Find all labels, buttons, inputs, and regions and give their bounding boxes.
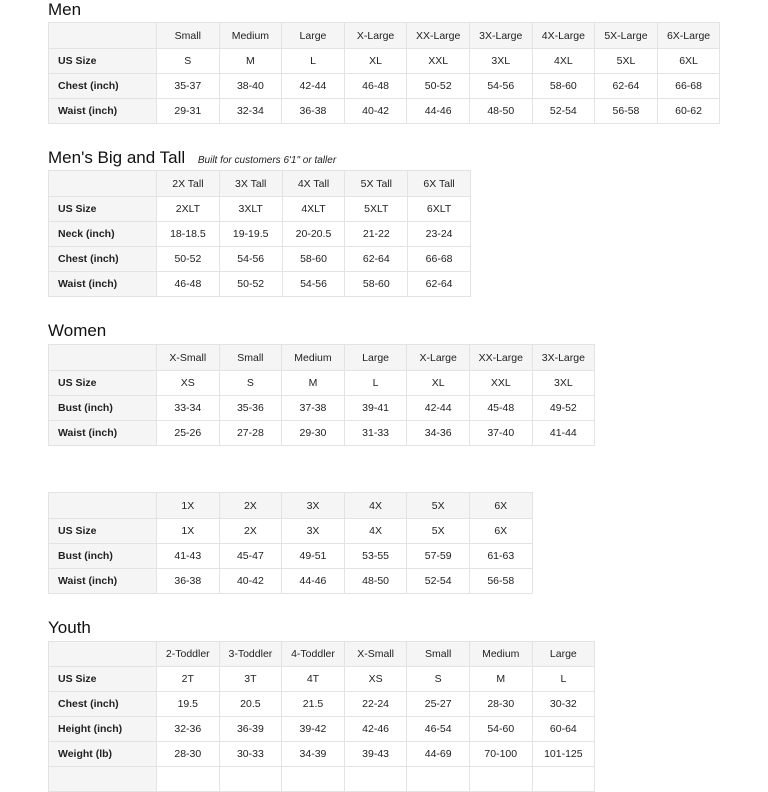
column-header: Medium xyxy=(469,642,532,667)
corner-cell xyxy=(49,345,157,371)
section-title-women xyxy=(48,321,106,341)
table-cell: 49-52 xyxy=(532,396,595,421)
table-cell: 49-51 xyxy=(282,544,345,569)
column-header: 5X Tall xyxy=(345,171,408,197)
column-header: X-Small xyxy=(344,642,407,667)
table-cell: 62-64 xyxy=(408,272,471,297)
table-cell: L xyxy=(282,49,345,74)
table-cell: 40-42 xyxy=(344,99,407,124)
table-cell: 45-47 xyxy=(219,544,282,569)
table-cell: 50-52 xyxy=(407,74,470,99)
table-cell: XXL xyxy=(469,371,532,396)
table-cell: 2XLT xyxy=(157,197,220,222)
table-cell xyxy=(282,767,345,792)
table-cell: 3XL xyxy=(532,371,595,396)
table-cell: 50-52 xyxy=(219,272,282,297)
table-cell: 19-19.5 xyxy=(219,222,282,247)
table-row xyxy=(49,519,533,544)
row-label: US Size xyxy=(49,519,157,544)
section-title-text: Women xyxy=(48,321,107,340)
table-cell: 3X xyxy=(282,519,345,544)
table-cell: 56-58 xyxy=(469,569,532,594)
table-cell: 46-48 xyxy=(344,74,407,99)
column-header: 3X-Large xyxy=(532,345,595,371)
table-cell: 62-64 xyxy=(595,74,658,99)
table-cell: 27-28 xyxy=(219,421,282,446)
table-cell: M xyxy=(282,371,345,396)
table-cell: 66-68 xyxy=(408,247,471,272)
row-label: Chest (inch) xyxy=(49,247,157,272)
table-row xyxy=(49,197,471,222)
column-header: 4X Tall xyxy=(282,171,345,197)
column-header: 4X-Large xyxy=(532,23,595,49)
column-header: Medium xyxy=(282,345,345,371)
header-row xyxy=(49,642,595,667)
table-cell: 18-18.5 xyxy=(157,222,220,247)
table-row xyxy=(49,247,471,272)
table-cell: 29-31 xyxy=(157,99,220,124)
table-row xyxy=(49,272,471,297)
column-header: 2-Toddler xyxy=(157,642,220,667)
table-cell: 44-46 xyxy=(282,569,345,594)
table-cell: 21.5 xyxy=(282,692,345,717)
table-cell: 101-125 xyxy=(532,742,595,767)
table-cell: 23-24 xyxy=(408,222,471,247)
table-cell: 54-56 xyxy=(282,272,345,297)
table-row xyxy=(49,767,595,792)
row-label: Weight (lb) xyxy=(49,742,157,767)
corner-cell xyxy=(49,642,157,667)
table-cell: 58-60 xyxy=(532,74,595,99)
section-title-youth xyxy=(48,618,91,638)
table-cell: 41-43 xyxy=(157,544,220,569)
row-label: US Size xyxy=(49,371,157,396)
table-cell: 35-37 xyxy=(157,74,220,99)
table-cell: S xyxy=(219,371,282,396)
section-title-men xyxy=(48,0,81,20)
table-cell: 48-50 xyxy=(469,99,532,124)
table-cell: 4T xyxy=(282,667,345,692)
column-header: Small xyxy=(157,23,220,49)
table-cell: 60-62 xyxy=(657,99,720,124)
table-cell xyxy=(157,767,220,792)
table-cell: 22-24 xyxy=(344,692,407,717)
table-cell: 20-20.5 xyxy=(282,222,345,247)
table-cell: 38-40 xyxy=(219,74,282,99)
table-cell: 30-32 xyxy=(532,692,595,717)
table-cell: 29-30 xyxy=(282,421,345,446)
table-cell: 25-27 xyxy=(407,692,470,717)
column-header: 4X xyxy=(344,493,407,519)
column-header: 4-Toddler xyxy=(282,642,345,667)
table-cell: 32-34 xyxy=(219,99,282,124)
table-cell: 6XLT xyxy=(408,197,471,222)
table-cell: 36-39 xyxy=(219,717,282,742)
table-cell: 62-64 xyxy=(345,247,408,272)
table-cell: XS xyxy=(344,667,407,692)
table-cell: 34-39 xyxy=(282,742,345,767)
column-header: 6X xyxy=(469,493,532,519)
column-header: 2X Tall xyxy=(157,171,220,197)
section-title-big-and-tall xyxy=(48,148,336,168)
corner-cell xyxy=(49,23,157,49)
table-cell: 28-30 xyxy=(469,692,532,717)
table-cell: 25-26 xyxy=(157,421,220,446)
table-cell: 39-42 xyxy=(282,717,345,742)
table-cell: M xyxy=(219,49,282,74)
table-cell: 40-42 xyxy=(219,569,282,594)
size-table-women xyxy=(48,344,595,446)
table-cell: 54-56 xyxy=(219,247,282,272)
table-cell: 50-52 xyxy=(157,247,220,272)
header-row xyxy=(49,493,533,519)
row-label: US Size xyxy=(49,49,157,74)
table-cell: 3XLT xyxy=(219,197,282,222)
table-cell: 35-36 xyxy=(219,396,282,421)
table-cell: 5XLT xyxy=(345,197,408,222)
table-row xyxy=(49,421,595,446)
table-cell: 36-38 xyxy=(157,569,220,594)
table-cell: XXL xyxy=(407,49,470,74)
table-cell: 5XL xyxy=(595,49,658,74)
row-label: Bust (inch) xyxy=(49,396,157,421)
table-cell: 37-40 xyxy=(469,421,532,446)
column-header: Medium xyxy=(219,23,282,49)
row-label: Height (inch) xyxy=(49,717,157,742)
table-row xyxy=(49,667,595,692)
table-cell: 44-46 xyxy=(407,99,470,124)
row-label: Waist (inch) xyxy=(49,272,157,297)
row-label: Waist (inch) xyxy=(49,421,157,446)
table-cell: 52-54 xyxy=(532,99,595,124)
column-header: XX-Large xyxy=(469,345,532,371)
table-cell xyxy=(407,767,470,792)
section-title-text: Men's Big and Tall xyxy=(48,148,186,167)
column-header: Small xyxy=(219,345,282,371)
size-table-big-and-tall xyxy=(48,170,471,297)
table-cell: 45-48 xyxy=(469,396,532,421)
table-cell: 31-33 xyxy=(344,421,407,446)
table-cell: 61-63 xyxy=(469,544,532,569)
table-cell: 46-48 xyxy=(157,272,220,297)
table-row xyxy=(49,74,720,99)
section-note: Built for customers 6'1" or taller xyxy=(197,155,337,166)
table-cell: 30-33 xyxy=(219,742,282,767)
column-header: 5X xyxy=(407,493,470,519)
table-cell: 19.5 xyxy=(157,692,220,717)
table-cell: 37-38 xyxy=(282,396,345,421)
table-cell: 6X xyxy=(469,519,532,544)
table-cell: 1X xyxy=(157,519,220,544)
corner-cell xyxy=(49,171,157,197)
table-cell: 42-46 xyxy=(344,717,407,742)
column-header: 5X-Large xyxy=(595,23,658,49)
table-cell: M xyxy=(469,667,532,692)
size-table-youth xyxy=(48,641,595,792)
table-cell: 36-38 xyxy=(282,99,345,124)
table-cell xyxy=(532,767,595,792)
column-header: Small xyxy=(407,642,470,667)
corner-cell xyxy=(49,493,157,519)
table-cell: 34-36 xyxy=(407,421,470,446)
row-label xyxy=(49,767,157,792)
table-cell: 5X xyxy=(407,519,470,544)
section-title-text: Youth xyxy=(48,618,91,637)
table-cell xyxy=(469,767,532,792)
table-cell: 39-43 xyxy=(344,742,407,767)
size-table-womens-plus xyxy=(48,492,533,594)
table-cell: 54-60 xyxy=(469,717,532,742)
section-title-text: Men xyxy=(48,0,82,19)
column-header: 2X xyxy=(219,493,282,519)
column-header: X-Small xyxy=(157,345,220,371)
table-cell xyxy=(344,767,407,792)
table-cell: 52-54 xyxy=(407,569,470,594)
table-cell: 6XL xyxy=(657,49,720,74)
table-cell: 44-69 xyxy=(407,742,470,767)
row-label: US Size xyxy=(49,197,157,222)
table-cell: 2T xyxy=(157,667,220,692)
table-cell: 56-58 xyxy=(595,99,658,124)
table-cell: 3XL xyxy=(469,49,532,74)
table-cell: XL xyxy=(407,371,470,396)
table-row xyxy=(49,222,471,247)
table-cell: 28-30 xyxy=(157,742,220,767)
column-header: 6X Tall xyxy=(408,171,471,197)
table-row xyxy=(49,692,595,717)
size-table-men xyxy=(48,22,720,124)
row-label: Chest (inch) xyxy=(49,74,157,99)
table-cell: L xyxy=(344,371,407,396)
table-row xyxy=(49,544,533,569)
table-cell: 39-41 xyxy=(344,396,407,421)
header-row xyxy=(49,171,471,197)
table-row xyxy=(49,742,595,767)
row-label: Chest (inch) xyxy=(49,692,157,717)
table-cell: 4X xyxy=(344,519,407,544)
table-cell: 4XL xyxy=(532,49,595,74)
table-cell: 33-34 xyxy=(157,396,220,421)
table-cell: L xyxy=(532,667,595,692)
table-row xyxy=(49,396,595,421)
table-row xyxy=(49,569,533,594)
table-cell: 54-56 xyxy=(469,74,532,99)
table-cell: 57-59 xyxy=(407,544,470,569)
row-label: Bust (inch) xyxy=(49,544,157,569)
table-cell: 4XLT xyxy=(282,197,345,222)
column-header: X-Large xyxy=(407,345,470,371)
column-header: X-Large xyxy=(344,23,407,49)
table-cell: 32-36 xyxy=(157,717,220,742)
row-label: US Size xyxy=(49,667,157,692)
table-cell: 42-44 xyxy=(407,396,470,421)
column-header: 3X-Large xyxy=(469,23,532,49)
column-header: Large xyxy=(532,642,595,667)
table-cell: S xyxy=(407,667,470,692)
column-header: 3-Toddler xyxy=(219,642,282,667)
column-header: Large xyxy=(344,345,407,371)
table-cell: 60-64 xyxy=(532,717,595,742)
table-cell: XL xyxy=(344,49,407,74)
table-cell: 70-100 xyxy=(469,742,532,767)
table-row xyxy=(49,717,595,742)
row-label: Waist (inch) xyxy=(49,569,157,594)
table-cell: 41-44 xyxy=(532,421,595,446)
table-cell: 66-68 xyxy=(657,74,720,99)
header-row xyxy=(49,23,720,49)
table-cell: 3T xyxy=(219,667,282,692)
table-cell: S xyxy=(157,49,220,74)
table-cell: 58-60 xyxy=(345,272,408,297)
row-label: Neck (inch) xyxy=(49,222,157,247)
table-cell: 58-60 xyxy=(282,247,345,272)
table-cell: 42-44 xyxy=(282,74,345,99)
table-row xyxy=(49,99,720,124)
table-cell: 20.5 xyxy=(219,692,282,717)
table-cell: 46-54 xyxy=(407,717,470,742)
table-cell xyxy=(219,767,282,792)
table-row xyxy=(49,371,595,396)
column-header: 3X Tall xyxy=(219,171,282,197)
table-row xyxy=(49,49,720,74)
column-header: 3X xyxy=(282,493,345,519)
table-cell: XS xyxy=(157,371,220,396)
table-cell: 48-50 xyxy=(344,569,407,594)
row-label: Waist (inch) xyxy=(49,99,157,124)
column-header: Large xyxy=(282,23,345,49)
table-cell: 2X xyxy=(219,519,282,544)
table-cell: 21-22 xyxy=(345,222,408,247)
column-header: XX-Large xyxy=(407,23,470,49)
column-header: 6X-Large xyxy=(657,23,720,49)
table-cell: 53-55 xyxy=(344,544,407,569)
header-row xyxy=(49,345,595,371)
column-header: 1X xyxy=(157,493,220,519)
